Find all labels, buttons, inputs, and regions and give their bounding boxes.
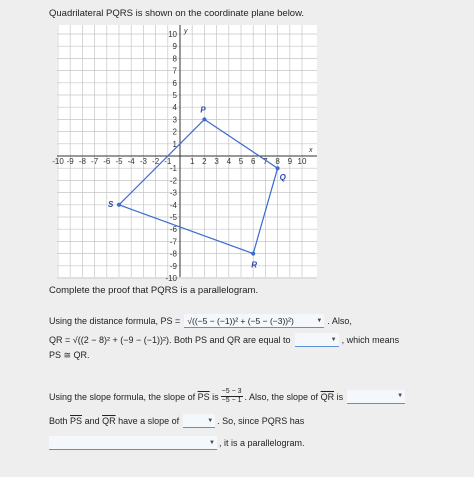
which-means-text: , which means <box>341 335 400 345</box>
proof-line-6 <box>49 436 305 450</box>
vertex-q <box>276 166 280 170</box>
y-tick-label: 8 <box>172 54 177 64</box>
proof-line-4 <box>49 388 405 405</box>
proof-heading: Complete the proof that PQRS is a parallelogram. <box>49 285 259 296</box>
vertex-label-q: Q <box>279 173 286 183</box>
conclusion-text: , it is a parallelogram. <box>219 438 305 448</box>
chevron-down-icon: ▼ <box>207 417 214 424</box>
fraction-numerator: −5 − 3 <box>221 388 242 395</box>
x-tick-label: -2 <box>152 157 160 166</box>
proof-line-5 <box>49 414 304 428</box>
y-tick-label: -10 <box>165 274 177 283</box>
x-tick-label: 2 <box>202 157 207 166</box>
since-pqrs-text: . So, since PQRS has <box>217 416 305 426</box>
ps-distance-dropdown[interactable] <box>184 314 324 328</box>
y-axis-label: y <box>184 28 188 35</box>
y-tick-label: 5 <box>172 91 177 100</box>
vertex-s <box>117 203 121 207</box>
chevron-down-icon: ▼ <box>397 393 404 399</box>
y-tick-label: -7 <box>169 237 177 247</box>
plane-background <box>57 25 317 277</box>
y-tick-label: 3 <box>172 115 177 125</box>
property-dropdown[interactable] <box>49 436 217 450</box>
chevron-down-icon: ▼ <box>316 317 323 324</box>
ps-congruent-qr: PS ≅ QR. <box>49 350 90 360</box>
x-tick-label: 3 <box>214 157 219 166</box>
y-tick-label: -2 <box>169 176 177 186</box>
is-text-2: is <box>336 391 344 402</box>
x-tick-label: 6 <box>250 157 256 166</box>
is-text: is <box>212 391 219 402</box>
x-tick-label: -8 <box>78 157 86 166</box>
y-tick-label: 10 <box>168 30 177 39</box>
segment-ps-2: $\overline{PS}$ <box>70 416 83 426</box>
common-slope-dropdown[interactable] <box>183 414 215 428</box>
and-text: and <box>84 416 100 426</box>
y-tick-label: 4 <box>172 103 177 113</box>
y-tick-label: 1 <box>172 139 177 149</box>
distance-formula-text: Using the distance formula, PS = <box>49 316 181 326</box>
chevron-down-icon: ▼ <box>209 439 215 446</box>
vertex-label-s: S <box>108 199 114 209</box>
x-tick-label: 10 <box>297 157 307 166</box>
x-tick-label: -5 <box>115 157 123 166</box>
y-tick-label: -6 <box>169 225 177 235</box>
ps-slope-fraction <box>221 388 243 405</box>
x-tick-label: 5 <box>238 157 244 166</box>
y-tick-label: -4 <box>169 200 177 210</box>
both-text: Both <box>49 416 68 426</box>
x-tick-label: -7 <box>91 157 99 166</box>
ps-distance-selected: √((−5 − (−1))² + (−5 − (−3))²) <box>187 315 294 326</box>
proof-line-2 <box>49 333 399 347</box>
vertex-label-r: R <box>251 260 257 270</box>
y-tick-label: 6 <box>172 78 177 88</box>
vertex-label-p: P <box>200 105 206 115</box>
y-tick-label: -5 <box>169 213 177 222</box>
problem-intro: Quadrilateral PQRS is shown on the coordinate plane below. <box>49 8 305 19</box>
coordinate-plane <box>52 25 317 283</box>
y-tick-label: -9 <box>169 261 177 271</box>
x-tick-label: 7 <box>263 157 268 166</box>
vertex-p <box>202 117 206 121</box>
slope-formula-text: Using the slope formula, the slope of <box>49 391 196 402</box>
segment-qr: $\overline{QR}$ <box>320 391 335 402</box>
also-slope-text: . Also, the slope of <box>244 391 319 402</box>
qr-distance-text: QR = √((2 − 8)² + (−9 − (−1))²) <box>49 335 169 345</box>
x-tick-label: -4 <box>127 157 135 166</box>
proof-line-1 <box>49 314 352 328</box>
x-tick-label: -1 <box>164 157 172 166</box>
segment-ps: $\overline{PS}$ <box>197 391 210 402</box>
x-tick-label: -9 <box>66 157 74 166</box>
y-tick-label: 7 <box>172 66 177 76</box>
y-tick-label: -8 <box>169 249 177 259</box>
x-tick-label: 1 <box>189 157 195 166</box>
x-tick-label: -10 <box>52 157 64 166</box>
x-tick-label: -6 <box>103 157 111 166</box>
y-tick-label: 2 <box>172 127 177 137</box>
chevron-down-icon: ▼ <box>330 336 337 343</box>
y-tick-label: 9 <box>172 42 177 52</box>
qr-slope-dropdown[interactable] <box>347 390 405 404</box>
y-tick-label: -3 <box>169 188 177 198</box>
y-tick-label: -1 <box>169 164 177 174</box>
also-text: . Also, <box>327 316 352 326</box>
equal-to-text: . Both PS and QR are equal to <box>168 335 291 345</box>
segment-qr-2: $\overline{QR}$ <box>102 416 116 426</box>
equal-length-dropdown[interactable] <box>295 333 339 347</box>
vertex-r <box>251 252 255 256</box>
x-tick-label: 9 <box>287 157 293 166</box>
x-tick-label: -3 <box>139 157 147 166</box>
fraction-denominator: −5 − 1 <box>221 397 242 404</box>
slope-of-text: have a slope of <box>118 416 180 426</box>
x-tick-label: 8 <box>275 157 280 166</box>
x-axis-label: x <box>309 147 313 154</box>
x-tick-label: 4 <box>226 157 232 166</box>
